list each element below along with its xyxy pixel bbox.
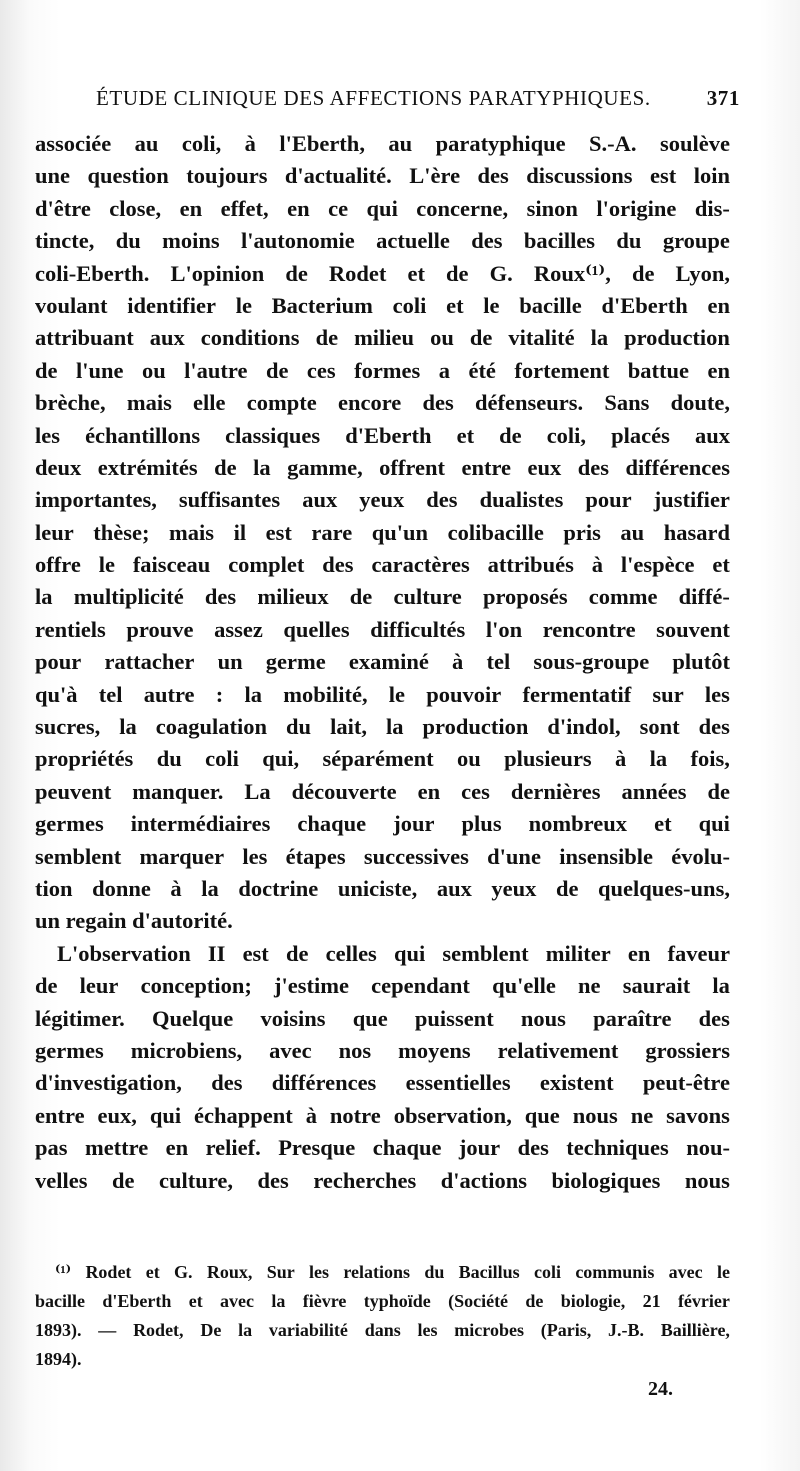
text-line: légitimer. Quelque voisins que puissent nous paraître des — [35, 1005, 730, 1031]
text-line: velles de culture, des recherches d'actions biologiques nous — [35, 1167, 730, 1193]
text-line: semblent marquer les étapes successives d'une insensible évolu- — [35, 843, 730, 869]
text-line: propriétés du coli qui, séparément ou plusieurs à la fois, — [35, 746, 730, 772]
text-line: entre eux, qui échappent à notre observation, que nous ne savons — [35, 1102, 730, 1128]
printer-signature: 24. — [648, 1378, 673, 1400]
text-line: la multiplicité des milieux de culture proposés comme diffé- — [35, 584, 730, 610]
footnote-line: 1894). — [35, 1349, 82, 1369]
text-line: les échantillons classiques d'Eberth et de coli, placés aux — [35, 422, 730, 448]
text-line: qu'à tel autre : la mobilité, le pouvoir fermentatif sur les — [35, 681, 730, 707]
text-line: germes intermédiaires chaque jour plus nombreux et qui — [35, 811, 730, 837]
text-line: L'observation II est de celles qui semblent militer en faveur — [57, 940, 730, 966]
footnote-line: bacille d'Eberth et avec la fièvre typhoïde (Société de biologie, 21 février — [35, 1291, 730, 1311]
running-title: ÉTUDE CLINIQUE DES AFFECTIONS PARATYPHIQUES. — [96, 86, 651, 110]
text-line: voulant identifier le Bacterium coli et le bacille d'Eberth en — [35, 292, 730, 318]
text-line: d'investigation, des différences essentielles existent peut-être — [35, 1070, 730, 1096]
text-line: tion donne à la doctrine uniciste, aux yeux de quelques-uns, — [35, 875, 730, 901]
footnotes — [35, 1258, 730, 1374]
text-line: tincte, du moins l'autonomie actuelle des bacilles du groupe — [35, 228, 730, 254]
text-line: d'être close, en effet, en ce qui concerne, sinon l'origine dis- — [35, 195, 730, 221]
text-line: leur thèse; mais il est rare qu'un colibacille pris au hasard — [35, 519, 730, 545]
text-line: associée au coli, à l'Eberth, au paratyphique S.-A. soulève — [35, 131, 730, 156]
running-header — [96, 86, 740, 120]
text-line: pour rattacher un germe examiné à tel sous-groupe plutôt — [35, 649, 730, 675]
body-text — [35, 128, 730, 1197]
text-line: brèche, mais elle compte encore des défenseurs. Sans doute, — [35, 390, 730, 416]
text-line: une question toujours d'actualité. L'ère des discussions est loin — [35, 163, 730, 189]
text-line: sucres, la coagulation du lait, la production d'indol, sont des — [35, 714, 730, 740]
text-line: peuvent manquer. La découverte en ces dernières années de — [35, 778, 730, 804]
footnote-line: 1893). — Rodet, De la variabilité dans les microbes (Paris, J.-B. Baillière, — [35, 1320, 730, 1340]
text-line: de l'une ou l'autre de ces formes a été fortement battue en — [35, 357, 730, 383]
text-line: coli-Eberth. L'opinion de Rodet et de G. Roux⁽¹⁾, de Lyon, — [35, 260, 730, 286]
page-number: 371 — [706, 86, 740, 110]
text-line: attribuant aux conditions de milieu ou de vitalité la production — [35, 325, 730, 351]
text-line: de leur conception; j'estime cependant qu'elle ne saurait la — [35, 973, 730, 999]
text-line: pas mettre en relief. Presque chaque jour des techniques nou- — [35, 1135, 730, 1161]
text-line: deux extrémités de la gamme, offrent entre eux des différences — [35, 454, 730, 480]
footnote-line: ⁽¹⁾ Rodet et G. Roux, Sur les relations du Bacillus coli communis avec le — [55, 1262, 730, 1282]
text-line: offre le faisceau complet des caractères attribués à l'espèce et — [35, 552, 730, 578]
text-line: un regain d'autorité. — [35, 908, 233, 934]
text-line: importantes, suffisantes aux yeux des dualistes pour justifier — [35, 487, 730, 513]
text-line: rentiels prouve assez quelles difficultés l'on rencontre souvent — [35, 616, 730, 642]
text-line: germes microbiens, avec nos moyens relativement grossiers — [35, 1037, 730, 1063]
